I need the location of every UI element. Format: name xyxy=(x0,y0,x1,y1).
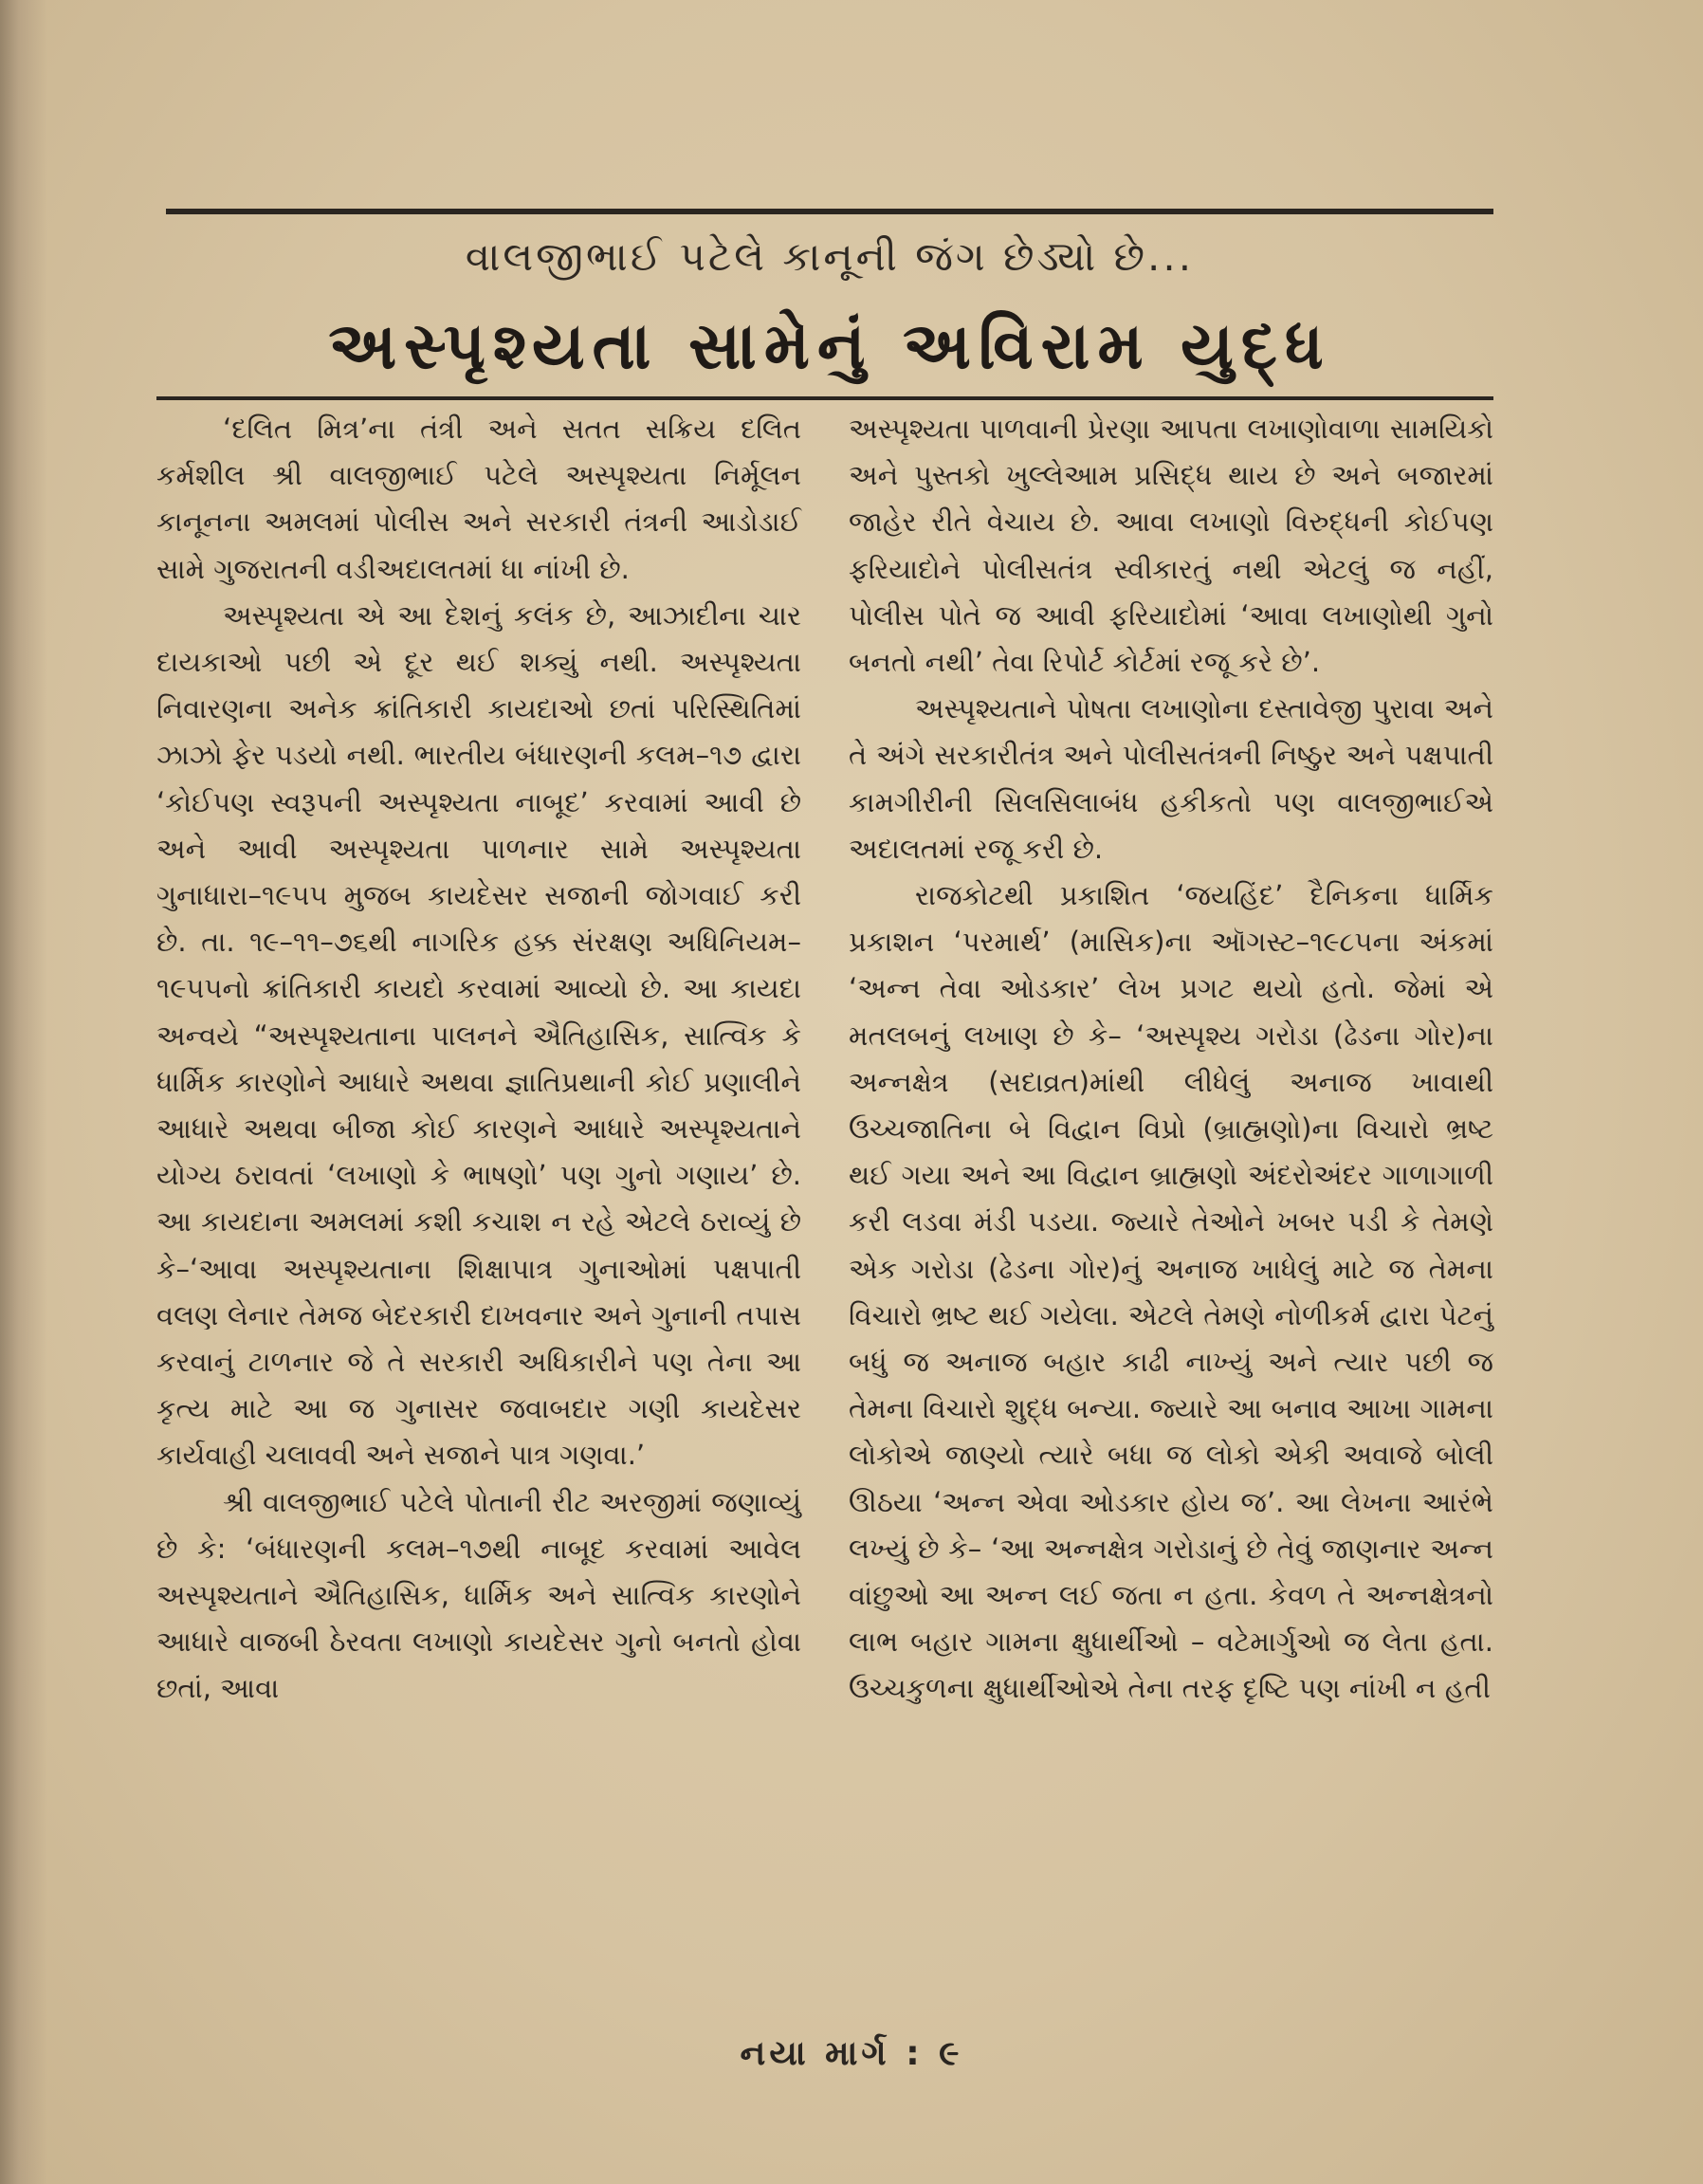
paragraph: અસ્પૃશ્યતા પાળવાની પ્રેરણા આપતા લખાણોવાળા સામયિકો અને પુસ્તકો ખુલ્લેઆમ પ્રસિદ્ધ થાય છે અને બજારમાં જાહેર રીતે વેચાય છે. આવા લખાણો વિરુદ્ધની કોઈપણ ફરિયાદોને પોલીસતંત્ર સ્વીકારતું નથી એટલું જ નહીં, પોલીસ પોતે જ આવી ફરિયાદોમાં ‘આવા લખાણોથી ગુનો બનતો નથી’ તેવા રિપોર્ટ કોર્ટમાં રજૂ કરે છે’. xyxy=(849,413,1493,679)
paragraph: ‘દલિત મિત્ર’ના તંત્રી અને સતત સક્રિય દલિત કર્મશીલ શ્રી વાલજીભાઈ પટેલે અસ્પૃશ્યતા નિર્મૂલન કાનૂનના અમલમાં પોલીસ અને સરકારી તંત્રની આડોડાઈ સામે ગુજરાતની વડીઅદાલતમાં ધા નાંખી છે. xyxy=(156,413,801,585)
article-headline: અસ્પૃશ્યતા સામેનું અવિરામ યુદ્ધ xyxy=(328,309,1331,384)
right-column xyxy=(849,406,1493,1713)
paragraph: અસ્પૃશ્યતાને પોષતા લખાણોના દસ્તાવેજી પુરાવા અને તે અંગે સરકારીતંત્ર અને પોલીસતંત્રની નિષ્ઠુર અને પક્ષપાતી કામગીરીની સિલસિલાબંધ હકીકતો પણ વાલજીભાઈએ અદાલતમાં રજૂ કરી છે. xyxy=(849,692,1493,865)
torn-page-edge xyxy=(0,0,47,2184)
paragraph: અસ્પૃશ્યતા એ આ દેશનું કલંક છે, આઝાદીના ચાર દાયકાઓ પછી એ દૂર થઈ શક્યું નથી. અસ્પૃશ્યતા નિવારણના અનેક ક્રાંતિકારી કાયદાઓ છતાં પરિસ્થિતિમાં ઝાઝો ફેર પડયો નથી. ભારતીય બંધારણની કલમ–૧૭ દ્વારા ‘કોઈપણ સ્વરૂપની અસ્પૃશ્યતા નાબૂદ’ કરવામાં આવી છે અને આવી અસ્પૃશ્યતા પાળનાર સામે અસ્પૃશ્યતા ગુનાધારા–૧૯૫૫ મુજબ કાયદેસર સજાની જોગવાઈ કરી છે. તા. ૧૯–૧૧–૭૬થી નાગરિક હક્ક સંરક્ષણ અધિનિયમ–૧૯૫૫નો ક્રાંતિકારી કાયદો કરવામાં આવ્યો છે. આ કાયદા અન્વયે “અસ્પૃશ્યતાના પાલનને ઐતિહાસિક, સાત્વિક કે ધાર્મિક કારણોને આધારે અથવા જ્ઞાતિપ્રથાની કોઈ પ્રણાલીને આધારે અથવા બીજા કોઈ કારણને આધારે અસ્પૃશ્યતાને યોગ્ય ઠરાવતાં ‘લખાણો કે ભાષણો’ પણ ગુનો ગણાય’ છે. આ કાયદાના અમલમાં કશી કચાશ ન રહે એટલે ઠરાવ્યું છે કે–‘આવા અસ્પૃશ્યતાના શિક્ષાપાત્ર ગુનાઓમાં પક્ષપાતી વલણ લેનાર તેમજ બેદરકારી દાખવનાર અને ગુનાની તપાસ કરવાનું ટાળનાર જે તે સરકારી અધિકારીને પણ તેના આ કૃત્ય માટે આ જ ગુનાસર જવાબદાર ગણી કાયદેસર કાર્યવાહી ચલાવવી અને સજાને પાત્ર ગણવા.’ xyxy=(156,598,801,1472)
top-rule xyxy=(166,209,1493,214)
paragraph: રાજકોટથી પ્રકાશિત ‘જયહિંદ’ દૈનિકના ધાર્મિક પ્રકાશન ‘પરમાર્થ’ (માસિક)ના ઑગસ્ટ–૧૯૮૫ના અંકમાં ‘અન્ન તેવા ઓડકાર’ લેખ પ્રગટ થયો હતો. જેમાં એ મતલબનું લખાણ છે કે– ‘અસ્પૃશ્ય ગરોડા (ઢેડના ગોર)ના અન્નક્ષેત્ર (સદાવ્રત)માંથી લીધેલું અનાજ ખાવાથી ઉચ્ચજાતિના બે વિદ્વાન વિપ્રો (બ્રાહ્મણો)ના વિચારો ભ્રષ્ટ થઈ ગયા અને આ વિદ્વાન બ્રાહ્મણો અંદરોઅંદર ગાળાગાળી કરી લડવા મંડી પડયા. જ્યારે તેઓને ખબર પડી કે તેમણે એક ગરોડા (ઢેડના ગોર)નું અનાજ ખાધેલું માટે જ તેમના વિચારો ભ્રષ્ટ થઈ ગયેલા. એટલે તેમણે નોળીકર્મ દ્વારા પેટનું બધું જ અનાજ બહાર કાઢી નાખ્યું અને ત્યાર પછી જ તેમના વિચારો શુદ્ધ બન્યા. જ્યારે આ બનાવ આખા ગામના લોકોએ જાણ્યો ત્યારે બધા જ લોકો એકી અવાજે બોલી ઊઠયા ‘અન્ન એવા ઓડકાર હોય જ’. આ લેખના આરંભે લખ્યું છે કે– ‘આ અન્નક્ષેત્ર ગરોડાનું છે તેવું જાણનાર અન્ન વાંછુઓ આ અન્ન લઈ જતા ન હતા. કેવળ તે અન્નક્ષેત્રનો લાભ બહાર ગામના ક્ષુધાર્થીઓ – વટેમાર્ગુઓ જ લેતા હતા. ઉચ્ચકુળના ક્ષુધાર્થીઓએ તેના તરફ દૃષ્ટિ પણ નાંખી ન હતી xyxy=(849,879,1493,1705)
page-footer: નયા માર્ગ : ૯ xyxy=(740,2034,963,2073)
left-column xyxy=(156,406,801,1713)
article-kicker: વાલજીભાઈ પટેલે કાનૂની જંગ છેડ્યો છે... xyxy=(465,233,1195,280)
paragraph: શ્રી વાલજીભાઈ પટેલે પોતાની રીટ અરજીમાં જણાવ્યું છે કે: ‘બંધારણની કલમ–૧૭થી નાબૂદ કરવામાં આવેલ અસ્પૃશ્યતાને ઐતિહાસિક, ધાર્મિક અને સાત્વિક કારણોને આધારે વાજબી ઠેરવતા લખાણો કાયદેસર ગુનો બનતો હોવા છતાં, આવા xyxy=(156,1485,801,1705)
headline-rule xyxy=(156,396,1493,400)
